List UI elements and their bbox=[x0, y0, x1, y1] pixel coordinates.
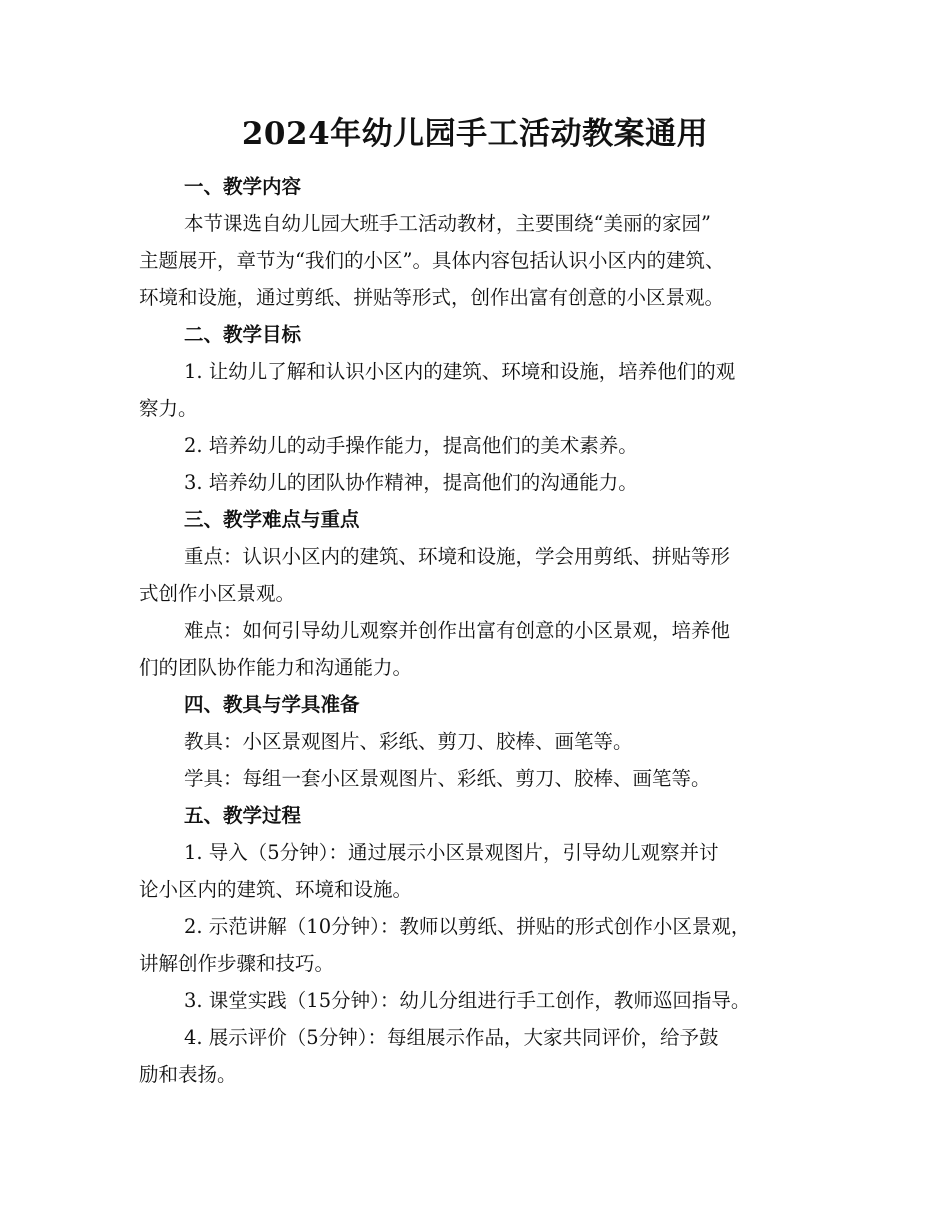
paragraph-line: 主题展开，章节为“我们的小区”。具体内容包括认识小区内的建筑、 bbox=[139, 249, 725, 272]
paragraph-line: 1. 让幼儿了解和认识小区内的建筑、环境和设施，培养他们的观 bbox=[184, 360, 736, 383]
paragraph-line: 学具：每组一套小区景观图片、彩纸、剪刀、胶棒、画笔等。 bbox=[184, 767, 711, 790]
paragraph-line: 重点：认识小区内的建筑、环境和设施，学会用剪纸、拼贴等形 bbox=[184, 545, 731, 568]
paragraph-line: 4. 展示评价（5分钟）：每组展示作品，大家共同评价，给予鼓 bbox=[184, 1026, 719, 1049]
section-heading: 五、教学过程 bbox=[184, 804, 302, 827]
section-heading: 三、教学难点与重点 bbox=[184, 508, 360, 531]
paragraph-line: 本节课选自幼儿园大班手工活动教材，主要围绕“美丽的家园” bbox=[184, 212, 711, 235]
paragraph-line: 1. 导入（5分钟）：通过展示小区景观图片，引导幼儿观察并讨 bbox=[184, 841, 719, 864]
section-heading: 四、教具与学具准备 bbox=[184, 693, 360, 716]
paragraph-line: 难点：如何引导幼儿观察并创作出富有创意的小区景观，培养他 bbox=[184, 619, 731, 642]
paragraph-line: 讲解创作步骤和技巧。 bbox=[139, 952, 335, 975]
paragraph-line: 们的团队协作能力和沟通能力。 bbox=[139, 656, 413, 679]
paragraph-line: 3. 课堂实践（15分钟）：幼儿分组进行手工创作，教师巡回指导。 bbox=[184, 989, 751, 1012]
paragraph-line: 3. 培养幼儿的团队协作精神，提高他们的沟通能力。 bbox=[184, 471, 638, 494]
paragraph-line: 式创作小区景观。 bbox=[139, 582, 296, 605]
paragraph-line: 教具：小区景观图片、彩纸、剪刀、胶棒、画笔等。 bbox=[184, 730, 633, 753]
paragraph-line: 2. 示范讲解（10分钟）：教师以剪纸、拼贴的形式创作小区景观， bbox=[184, 915, 751, 938]
section-heading: 二、教学目标 bbox=[184, 323, 302, 346]
paragraph-line: 察力。 bbox=[139, 397, 198, 420]
paragraph-line: 励和表扬。 bbox=[139, 1063, 237, 1086]
paragraph-line: 论小区内的建筑、环境和设施。 bbox=[139, 878, 413, 901]
document-title: 2024年幼儿园手工活动教案通用 bbox=[241, 116, 709, 152]
paragraph-line: 2. 培养幼儿的动手操作能力，提高他们的美术素养。 bbox=[184, 434, 638, 457]
paragraph-line: 环境和设施，通过剪纸、拼贴等形式，创作出富有创意的小区景观。 bbox=[139, 286, 725, 309]
section-heading: 一、教学内容 bbox=[184, 175, 302, 198]
